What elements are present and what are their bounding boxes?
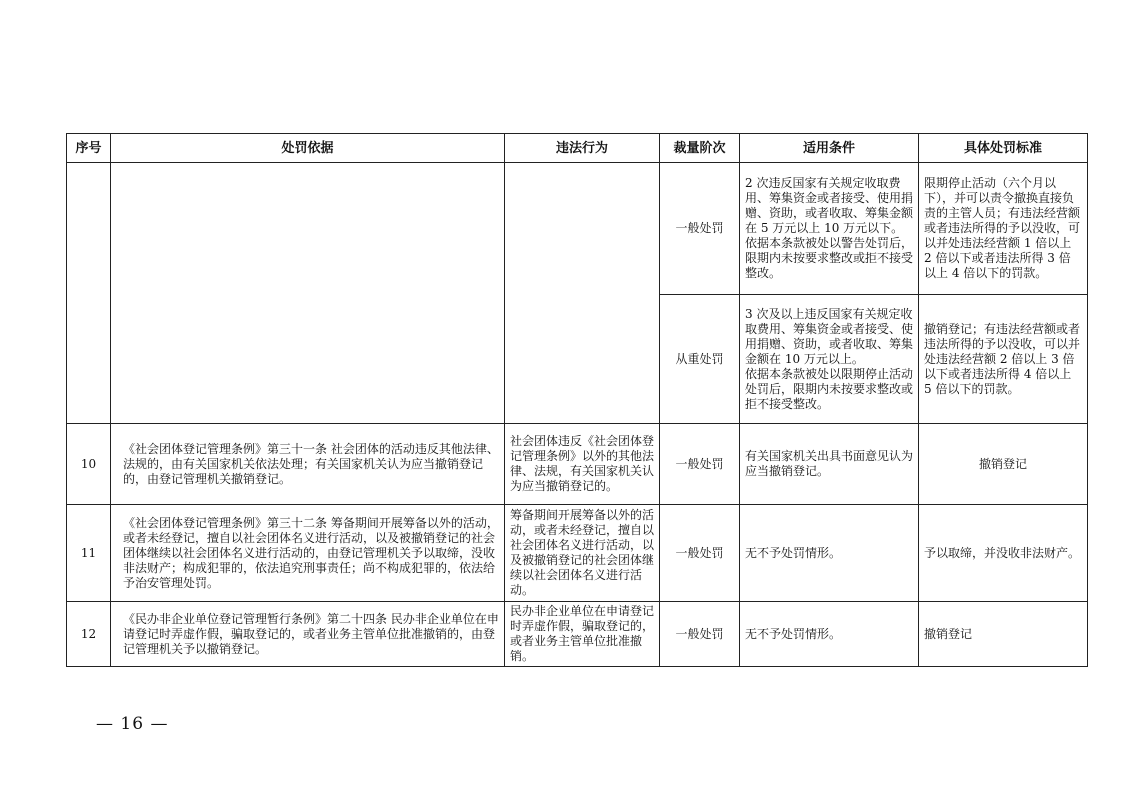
header-behavior: 违法行为 [505,134,660,163]
penalty-table [66,133,1088,667]
header-no: 序号 [67,134,111,163]
table-row [67,163,1088,295]
cell-behavior: 社会团体违反《社会团体登记管理条例》以外的其他法律、法规，有关国家机关认为应当撤销登记的。 [505,424,660,505]
cell-penalty: 撤销登记；有违法经营额或者违法所得的予以没收，可以并处违法经营额 2 倍以上 3 倍以下或者违法所得 4 倍以上 5 倍以下的罚款。 [919,295,1088,424]
cell-level: 一般处罚 [660,163,740,295]
cell-penalty: 限期停止活动（六个月以下），并可以责令撤换直接负责的主管人员；有违法经营额或者违法所得的予以没收，可以并处违法经营额 1 倍以上 2 倍以下或者违法所得 3 倍以上 4 倍以下的罚款。 [919,163,1088,295]
cell-condition: 无不予处罚情形。 [740,602,919,667]
page-number: — 16 — [96,714,169,734]
header-basis: 处罚依据 [111,134,505,163]
cell-no: 12 [67,602,111,667]
cell-condition: 2 次违反国家有关规定收取费用、筹集资金或者接受、使用捐赠、资助，或者收取、筹集金额在 5 万元以上 10 万元以下。 依据本条款被处以警告处罚后，限期内未按要求整改或拒不接受整改。 [740,163,919,295]
cell-behavior: 筹备期间开展筹备以外的活动，或者未经登记，擅自以社会团体名义进行活动，以及被撤销登记的社会团体继续以社会团体名义进行活动。 [505,505,660,602]
cell-penalty: 撤销登记 [919,602,1088,667]
cell-behavior: 民办非企业单位在申请登记时弄虚作假，骗取登记的，或者业务主管单位批准撤销。 [505,602,660,667]
cell-no: 11 [67,505,111,602]
cell-behavior-empty [505,163,660,424]
header-level: 裁量阶次 [660,134,740,163]
cell-level: 一般处罚 [660,602,740,667]
cell-basis-empty [111,163,505,424]
cell-basis: 《社会团体登记管理条例》第三十二条 筹备期间开展筹备以外的活动，或者未经登记，擅自以社会团体名义进行活动，以及被撤销登记的社会团体继续以社会团体名义进行活动的，由登记管理机关予以取缔，没收非法财产；构成犯罪的，依法追究刑事责任；尚不构成犯罪的，依法给予治安管理处罚。 [111,505,505,602]
cell-no: 10 [67,424,111,505]
table-row [67,424,1088,505]
cell-condition: 无不予处罚情形。 [740,505,919,602]
cell-condition: 有关国家机关出具书面意见认为应当撤销登记。 [740,424,919,505]
cell-penalty: 撤销登记 [919,424,1088,505]
table-header-row [67,134,1088,163]
cell-basis: 《社会团体登记管理条例》第三十一条 社会团体的活动违反其他法律、法规的，由有关国家机关依法处理；有关国家机关认为应当撤销登记的，由登记管理机关撤销登记。 [111,424,505,505]
cell-no-empty [67,163,111,424]
table-row [67,602,1088,667]
cell-condition: 3 次及以上违反国家有关规定收取费用、筹集资金或者接受、使用捐赠、资助，或者收取、筹集金额在 10 万元以上。 依据本条款被处以限期停止活动处罚后，限期内未按要求整改或拒不接受整改。 [740,295,919,424]
cell-level: 一般处罚 [660,424,740,505]
cell-level: 一般处罚 [660,505,740,602]
cell-penalty: 予以取缔，并没收非法财产。 [919,505,1088,602]
cell-basis: 《民办非企业单位登记管理暂行条例》第二十四条 民办非企业单位在申请登记时弄虚作假，骗取登记的，或者业务主管单位批准撤销的，由登记管理机关予以撤销登记。 [111,602,505,667]
table-row [67,505,1088,602]
header-penalty: 具体处罚标准 [919,134,1088,163]
cell-level: 从重处罚 [660,295,740,424]
header-condition: 适用条件 [740,134,919,163]
